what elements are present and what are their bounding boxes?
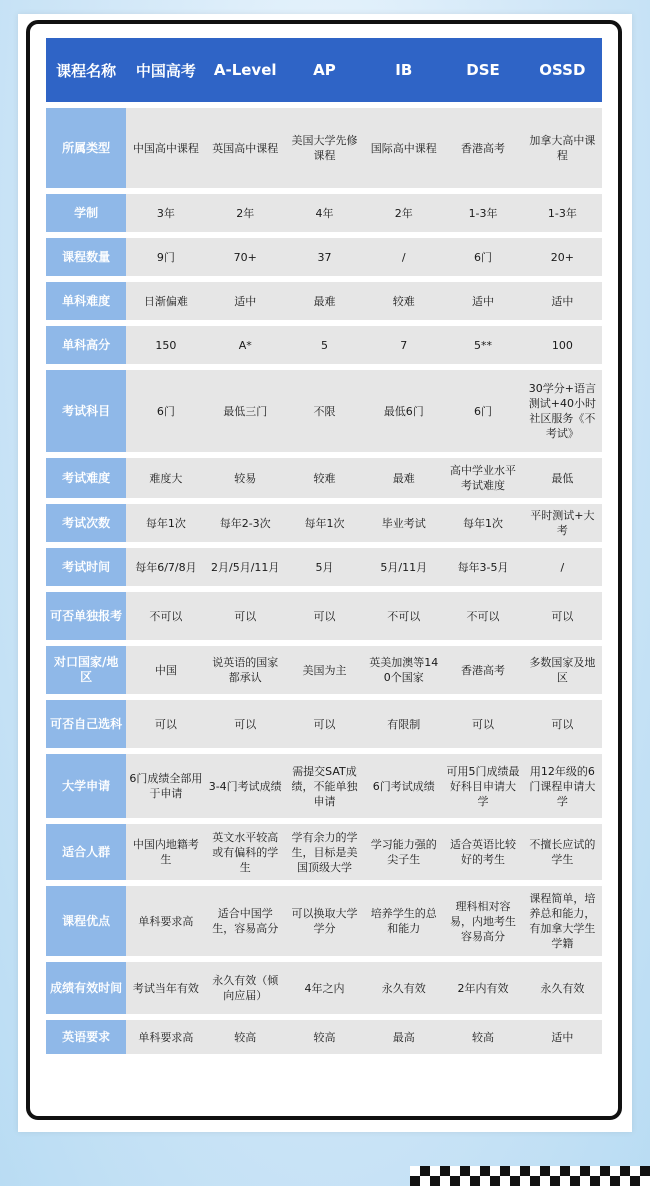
- table-cell: 37: [285, 238, 364, 276]
- table-cell: 6门: [443, 238, 522, 276]
- header-cell: IB: [364, 38, 443, 102]
- table-cell: 培养学生的总和能力: [364, 886, 443, 956]
- row-label: 课程数量: [46, 238, 126, 276]
- table-cell: 说英语的国家都承认: [206, 646, 285, 694]
- table-cell: 2年内有效: [443, 962, 522, 1014]
- row-label: 单科难度: [46, 282, 126, 320]
- row-label: 可否自己选科: [46, 700, 126, 748]
- header-cell: OSSD: [523, 38, 602, 102]
- table-row: [46, 458, 602, 498]
- table-cell: 较难: [364, 282, 443, 320]
- comparison-table: [46, 32, 602, 1060]
- table-cell: 较高: [206, 1020, 285, 1054]
- table-cell: 6门: [443, 370, 522, 452]
- table-row: [46, 282, 602, 320]
- table-cell: 6门: [126, 370, 205, 452]
- table-row: [46, 548, 602, 586]
- table-row: [46, 370, 602, 452]
- table-cell: 不可以: [126, 592, 205, 640]
- table-cell: 加拿大高中课程: [523, 108, 602, 188]
- table-cell: 适中: [523, 282, 602, 320]
- table-cell: 可以: [206, 592, 285, 640]
- table-row: [46, 504, 602, 542]
- row-label: 课程优点: [46, 886, 126, 956]
- table-cell: 3年: [126, 194, 205, 232]
- table-cell: 有限制: [364, 700, 443, 748]
- table-row: [46, 108, 602, 188]
- table-cell: 最低6门: [364, 370, 443, 452]
- table-cell: 最低三门: [206, 370, 285, 452]
- row-label: 考试时间: [46, 548, 126, 586]
- table-cell: 美国为主: [285, 646, 364, 694]
- table-cell: 可以: [285, 592, 364, 640]
- table-cell: 英文水平较高或有偏科的学生: [206, 824, 285, 880]
- table-cell: 4年之内: [285, 962, 364, 1014]
- table-row: [46, 238, 602, 276]
- table-row: [46, 886, 602, 956]
- table-cell: 美国大学先修课程: [285, 108, 364, 188]
- table-cell: 每年2-3次: [206, 504, 285, 542]
- table-cell: 7: [364, 326, 443, 364]
- table-cell: 适合英语比较好的考生: [443, 824, 522, 880]
- table-cell: 不擅长应试的学生: [523, 824, 602, 880]
- table-cell: 永久有效（倾向应届）: [206, 962, 285, 1014]
- table-cell: 2月/5月/11月: [206, 548, 285, 586]
- row-label: 考试次数: [46, 504, 126, 542]
- table-cell: 6门考试成绩: [364, 754, 443, 818]
- table-cell: 6门成绩全部用于申请: [126, 754, 205, 818]
- table-cell: 可以换取大学学分: [285, 886, 364, 956]
- table-cell: 课程简单，培养总和能力，有加拿大学生学籍: [523, 886, 602, 956]
- row-label: 对口国家/地区: [46, 646, 126, 694]
- header-cell: 课程名称: [46, 38, 126, 102]
- table-cell: 不可以: [364, 592, 443, 640]
- table-cell: 中国高中课程: [126, 108, 205, 188]
- table-cell: 可以: [285, 700, 364, 748]
- table-cell: 可以: [126, 700, 205, 748]
- table-cell: 适中: [206, 282, 285, 320]
- header-cell: AP: [285, 38, 364, 102]
- table-cell: 20+: [523, 238, 602, 276]
- table-cell: 香港高考: [443, 646, 522, 694]
- table-cell: 较易: [206, 458, 285, 498]
- table-cell: 适中: [443, 282, 522, 320]
- table-cell: 英国高中课程: [206, 108, 285, 188]
- table-cell: 适合中国学生，容易高分: [206, 886, 285, 956]
- table-cell: 难度大: [126, 458, 205, 498]
- table-cell: 日渐偏难: [126, 282, 205, 320]
- table-cell: 用12年级的6门课程申请大学: [523, 754, 602, 818]
- table-cell: 单科要求高: [126, 1020, 205, 1054]
- table-cell: 100: [523, 326, 602, 364]
- table-cell: 最高: [364, 1020, 443, 1054]
- row-label: 单科高分: [46, 326, 126, 364]
- table-cell: 平时测试+大考: [523, 504, 602, 542]
- table-cell: A*: [206, 326, 285, 364]
- table-cell: 每年1次: [126, 504, 205, 542]
- table-cell: 需提交SAT成绩，不能单独申请: [285, 754, 364, 818]
- row-label: 大学申请: [46, 754, 126, 818]
- table-cell: 2年: [206, 194, 285, 232]
- row-label: 学制: [46, 194, 126, 232]
- table-cell: 9门: [126, 238, 205, 276]
- table-row: [46, 326, 602, 364]
- table-cell: 可以: [443, 700, 522, 748]
- table-cell: 最难: [285, 282, 364, 320]
- table-cell: 不限: [285, 370, 364, 452]
- table-cell: 较高: [443, 1020, 522, 1054]
- table-cell: 5月/11月: [364, 548, 443, 586]
- table-cell: 最难: [364, 458, 443, 498]
- table-cell: 香港高考: [443, 108, 522, 188]
- row-label: 英语要求: [46, 1020, 126, 1054]
- header-row: [46, 38, 602, 102]
- table-cell: 1-3年: [443, 194, 522, 232]
- table-cell: 考试当年有效: [126, 962, 205, 1014]
- header-cell: 中国高考: [126, 38, 205, 102]
- table-cell: 每年6/7/8月: [126, 548, 205, 586]
- table-row: [46, 824, 602, 880]
- table-cell: 国际高中课程: [364, 108, 443, 188]
- row-label: 可否单独报考: [46, 592, 126, 640]
- header-cell: A-Level: [206, 38, 285, 102]
- table-cell: 3-4门考试成绩: [206, 754, 285, 818]
- table-cell: 英美加澳等140个国家: [364, 646, 443, 694]
- table-cell: 较高: [285, 1020, 364, 1054]
- table-cell: 可以: [523, 700, 602, 748]
- table-cell: 可用5门成绩最好科目申请大学: [443, 754, 522, 818]
- header-cell: DSE: [443, 38, 522, 102]
- table-row: [46, 754, 602, 818]
- table-cell: 多数国家及地区: [523, 646, 602, 694]
- table-cell: /: [364, 238, 443, 276]
- table-cell: 高中学业水平考试难度: [443, 458, 522, 498]
- table-cell: 永久有效: [364, 962, 443, 1014]
- table-row: [46, 194, 602, 232]
- table-cell: 5: [285, 326, 364, 364]
- table-row: [46, 962, 602, 1014]
- table-cell: 5月: [285, 548, 364, 586]
- table-cell: 适中: [523, 1020, 602, 1054]
- row-label: 适合人群: [46, 824, 126, 880]
- table-cell: /: [523, 548, 602, 586]
- table-cell: 理科相对容易，内地考生容易高分: [443, 886, 522, 956]
- table-cell: 5**: [443, 326, 522, 364]
- table-cell: 学有余力的学生，目标是美国顶级大学: [285, 824, 364, 880]
- table-cell: 最低: [523, 458, 602, 498]
- table-row: [46, 1020, 602, 1054]
- table-cell: 可以: [206, 700, 285, 748]
- table-row: [46, 592, 602, 640]
- table-cell: 4年: [285, 194, 364, 232]
- table-cell: 单科要求高: [126, 886, 205, 956]
- table-row: [46, 646, 602, 694]
- table-cell: 不可以: [443, 592, 522, 640]
- table-body: [46, 108, 602, 1054]
- table-cell: 30学分+语言测试+40小时社区服务《不考试》: [523, 370, 602, 452]
- table-cell: 150: [126, 326, 205, 364]
- table-cell: 2年: [364, 194, 443, 232]
- table-cell: 中国内地籍考生: [126, 824, 205, 880]
- table-cell: 毕业考试: [364, 504, 443, 542]
- table-cell: 可以: [523, 592, 602, 640]
- row-label: 考试科目: [46, 370, 126, 452]
- table-cell: 70+: [206, 238, 285, 276]
- table-cell: 1-3年: [523, 194, 602, 232]
- table-cell: 每年1次: [285, 504, 364, 542]
- table-cell: 中国: [126, 646, 205, 694]
- table-cell: 每年3-5月: [443, 548, 522, 586]
- table-cell: 永久有效: [523, 962, 602, 1014]
- table-cell: 学习能力强的尖子生: [364, 824, 443, 880]
- row-label: 所属类型: [46, 108, 126, 188]
- table-row: [46, 700, 602, 748]
- row-label: 成绩有效时间: [46, 962, 126, 1014]
- table-cell: 每年1次: [443, 504, 522, 542]
- table-cell: 较难: [285, 458, 364, 498]
- row-label: 考试难度: [46, 458, 126, 498]
- checker-decoration: [410, 1166, 650, 1186]
